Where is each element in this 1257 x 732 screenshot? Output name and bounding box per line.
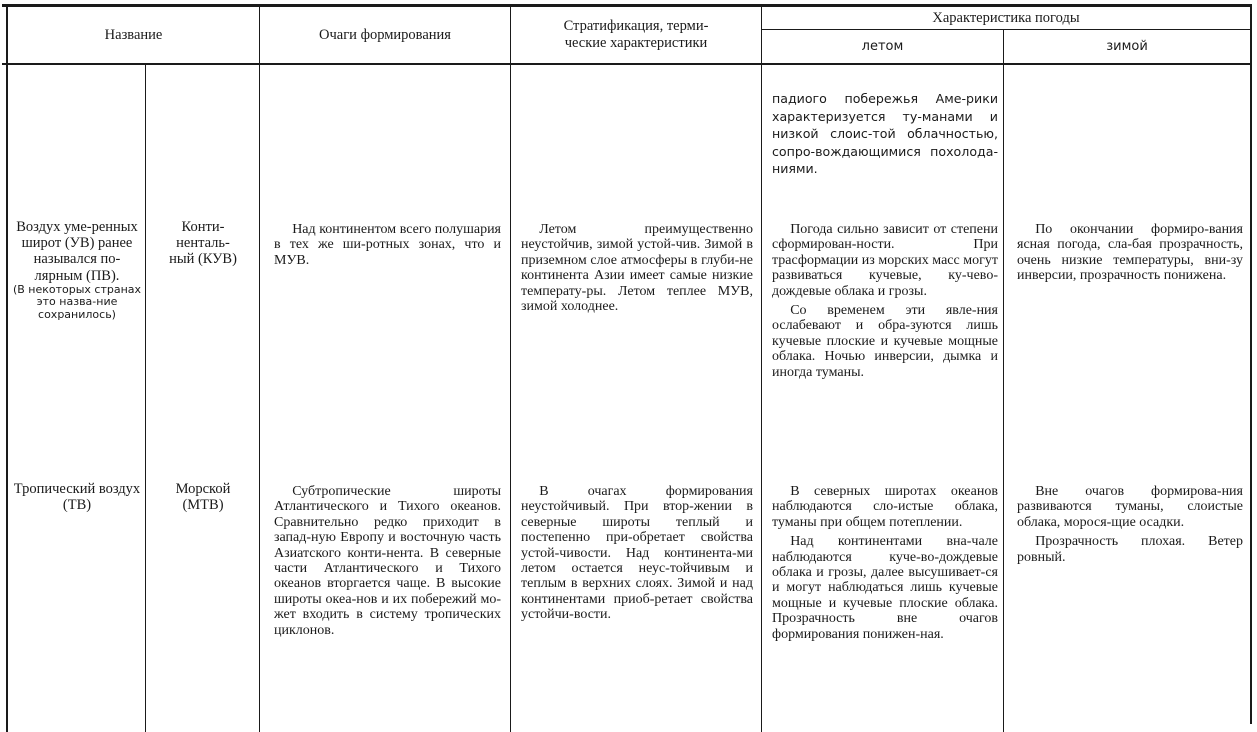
header-winter: зимой [1106,39,1148,54]
row-tropical-summer-p2: Над континентами вна-чале наблюдаются куче-во-дождевые облака и грозы, далее высушивает-ся и могут наблюдаться лишь кучевые мощные и кучевые плоские облака. Прозрачность вне очагов формирования понижен-ная. [772,534,998,642]
col-divider-weather [761,7,762,732]
row-tropical-strat-text: В очагах формирования неустойчивый. При втор-жении в северные широты теплый и постепенно при-обретает свойства устой-чивости. Над континента-ми летом остается неус-тойчивым и теплым в верхних слоях. Зимой и над континентами приоб-ретает свойства устойчи-вости. [521,484,753,623]
row-tropical-winter [1017,484,1243,569]
continued-summer-text: падиого побережья Аме-рики характеризуется ту-манами и низкой слоис-той облачностью, сопро-вождающимися похолода-ниями. [772,91,998,176]
row-temperate-summer-p2: Со временем эти явле-ния ослабевают и обра-зуются лишь кучевые плоские и кучевые мощные облака. Ночью инверсии, дымка и иногда туманы. [772,303,998,380]
header-name: Название [104,26,163,43]
row-temperate-sources [274,222,501,272]
row-temperate-summer-p1: Погода сильно зависит от степени сформирован-ности. При трасформации из морских масс могут развиваться кучевые, ку-чево-дождевые облака и грозы. [772,222,998,299]
row-temperate-name-note: (В некоторых странах это назва-ние сохранилось) [12,282,142,321]
row-tropical-summer [772,484,998,646]
left-border [6,4,8,732]
col-divider-sources [259,7,260,732]
header-sources: Очаги формирования [319,26,451,43]
row-tropical-name: Тропический воздух (ТВ) [13,481,141,514]
row-temperate-summer [772,222,998,384]
header-stratification: Стратификация, терми- ческие характеристики [563,18,709,51]
row-tropical-subtype: Морской (МТВ) [175,481,231,514]
header-bottom-rule [2,63,1252,65]
header-weather-group: Характеристика погоды [932,9,1080,26]
row-tropical-summer-p1: В северных широтах океанов наблюдаются сло-истые облака, туманы при общем потеплении. [772,484,998,530]
row-temperate-winter-p1: По окончании формиро-вания ясная погода, сла-бая прозрачность, очень низкие температуры, вни-зу инверсии, прозрачность понижена. [1017,222,1243,284]
right-border [1250,4,1252,724]
row-tropical-sources-text: Субтропические широты Атлантического и Тихого океанов. Сравнительно редко приходит в запад-ную Европу и восточную часть Азиатского конти-нента. В северные части Атлантического и Тихого океанов вторгается чаще. В высокие широты океа-нов и их побережий мо-жет входить в систему тропических циклонов. [274,484,501,638]
header-summer: летом [861,39,904,54]
col-divider-strat [510,7,511,732]
row-temperate-name [12,219,142,321]
row-temperate-stratification [521,222,753,318]
row-temperate-winter [1017,222,1243,288]
col-divider-name [145,65,146,732]
row-temperate-strat-text: Летом преимущественно неустойчив, зимой устой-чив. Зимой в приземном слое атмосферы в глуби-не континента Азии имеет самые низкие температу-ры. Летом теплее МУВ, зимой холоднее. [521,222,753,315]
row-tropical-stratification [521,484,753,627]
row-tropical-winter-p1: Вне очагов формирова-ния развиваются туманы, слоистые облака, морося-щие осадки. [1017,484,1243,530]
row-temperate-name-text: Воздух уме-ренных широт (УВ) ранее назывался по-лярным (ПВ). [16,219,138,284]
row-temperate-sources-text: Над континентом всего полушария в тех же ши-ротных зонах, что и МУВ. [274,222,501,268]
row-tropical-winter-p2: Прозрачность плохая. Ветер ровный. [1017,534,1243,565]
row-temperate-subtype: Конти- ненталь- ный (КУВ) [169,219,237,268]
row-tropical-sources [274,484,501,642]
col-divider-summer-winter [1003,30,1004,732]
